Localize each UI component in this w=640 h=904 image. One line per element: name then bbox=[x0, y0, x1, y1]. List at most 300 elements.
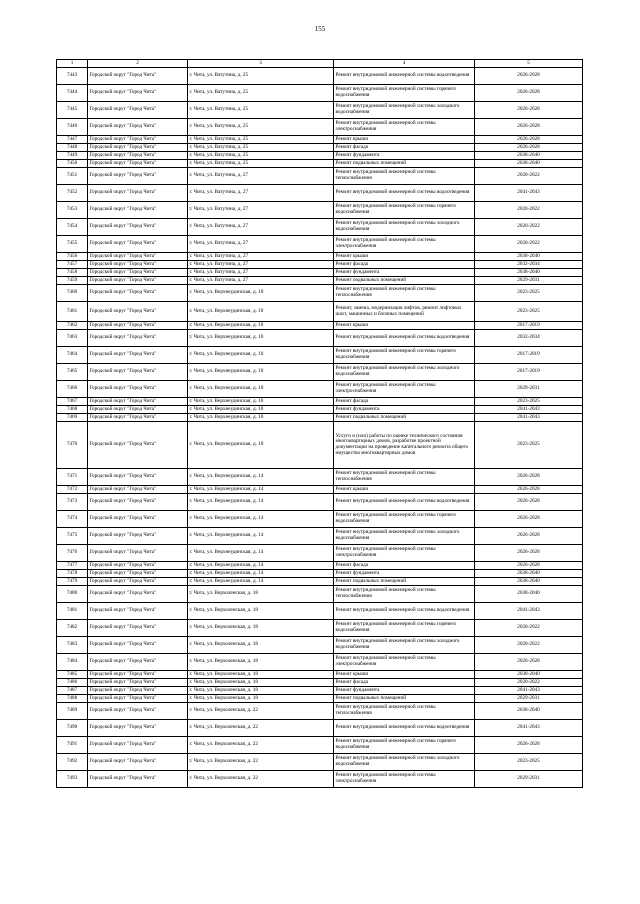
row-number-cell: 7462 bbox=[57, 322, 88, 330]
column-number: 2 bbox=[88, 60, 188, 68]
table-row bbox=[57, 562, 583, 570]
work-type-cell: Ремонт внутридомовой инженерной системы водоотведения bbox=[334, 603, 475, 620]
row-number-cell: 7477 bbox=[57, 562, 88, 570]
address-cell: г. Чита, ул. Верхнеудинская, д. 14 bbox=[188, 578, 334, 586]
address-cell: г. Чита, ул. Верхоленская, д. 18 bbox=[188, 687, 334, 695]
row-number-cell: 7453 bbox=[57, 202, 88, 219]
period-cell: 2020-2022 bbox=[475, 168, 583, 185]
period-cell: 2038-2040 bbox=[475, 578, 583, 586]
row-number-cell: 7488 bbox=[57, 695, 88, 703]
table-row bbox=[57, 570, 583, 578]
period-cell: 2041-2043 bbox=[475, 720, 583, 737]
row-number-cell: 7463 bbox=[57, 330, 88, 347]
address-cell: г. Чита, ул. Ватутина, д. 25 bbox=[188, 68, 334, 85]
table-row bbox=[57, 202, 583, 219]
table-row bbox=[57, 152, 583, 160]
address-cell: г. Чита, ул. Верхнеудинская, д. 10 bbox=[188, 364, 334, 381]
table-row bbox=[57, 381, 583, 398]
row-number-cell: 7460 bbox=[57, 285, 88, 302]
municipality-cell: Городской округ "Город Чита" bbox=[88, 168, 188, 185]
municipality-cell: Городской округ "Город Чита" bbox=[88, 269, 188, 277]
work-type-cell: Ремонт внутридомовой инженерной системы горячего водоснабжения bbox=[334, 202, 475, 219]
row-number-cell: 7445 bbox=[57, 102, 88, 119]
work-type-cell: Ремонт внутридомовой инженерной системы горячего водоснабжения bbox=[334, 620, 475, 637]
table-row bbox=[57, 261, 583, 269]
work-type-cell: Ремонт внутридомовой инженерной системы водоотведения bbox=[334, 494, 475, 511]
period-cell: 2038-2040 bbox=[475, 160, 583, 168]
address-cell: г. Чита, ул. Ватутина, д. 25 bbox=[188, 119, 334, 136]
work-type-cell: Ремонт фасада bbox=[334, 562, 475, 570]
work-type-cell: Ремонт внутридомовой инженерной системы водоотведения bbox=[334, 330, 475, 347]
row-number-cell: 7483 bbox=[57, 637, 88, 654]
table-row bbox=[57, 185, 583, 202]
capital-repair-table bbox=[56, 59, 583, 788]
municipality-cell: Городской округ "Город Чита" bbox=[88, 545, 188, 562]
period-cell: 2026-2028 bbox=[475, 136, 583, 144]
row-number-cell: 7458 bbox=[57, 269, 88, 277]
table-row bbox=[57, 695, 583, 703]
municipality-cell: Городской округ "Город Чита" bbox=[88, 737, 188, 754]
table-row bbox=[57, 654, 583, 671]
municipality-cell: Городской округ "Город Чита" bbox=[88, 494, 188, 511]
address-cell: г. Чита, ул. Ватутина, д. 25 bbox=[188, 136, 334, 144]
table-row bbox=[57, 494, 583, 511]
work-type-cell: Ремонт внутридомовой инженерной системы холодного водоснабжения bbox=[334, 637, 475, 654]
work-type-cell: Ремонт крыши bbox=[334, 253, 475, 261]
row-number-cell: 7446 bbox=[57, 119, 88, 136]
period-cell: 2023-2025 bbox=[475, 302, 583, 322]
row-number-cell: 7482 bbox=[57, 620, 88, 637]
address-cell: г. Чита, ул. Верхоленская, д. 18 bbox=[188, 637, 334, 654]
period-cell: 2026-2028 bbox=[475, 528, 583, 545]
address-cell: г. Чита, ул. Верхоленская, д. 22 bbox=[188, 703, 334, 720]
address-cell: г. Чита, ул. Верхоленская, д. 22 bbox=[188, 720, 334, 737]
table-row bbox=[57, 406, 583, 414]
table-row bbox=[57, 603, 583, 620]
period-cell: 2023-2025 bbox=[475, 285, 583, 302]
row-number-cell: 7461 bbox=[57, 302, 88, 322]
row-number-cell: 7472 bbox=[57, 486, 88, 494]
work-type-cell: Ремонт внутридомовой инженерной системы теплоснабжения bbox=[334, 469, 475, 486]
work-type-cell: Ремонт внутридомовой инженерной системы водоотведения bbox=[334, 185, 475, 202]
address-cell: г. Чита, ул. Верхоленская, д. 22 bbox=[188, 754, 334, 771]
table-row bbox=[57, 469, 583, 486]
municipality-cell: Городской округ "Город Чита" bbox=[88, 236, 188, 253]
table-row bbox=[57, 85, 583, 102]
work-type-cell: Ремонт крыши bbox=[334, 136, 475, 144]
period-cell: 2026-2028 bbox=[475, 85, 583, 102]
work-type-cell: Ремонт внутридомовой инженерной системы холодного водоснабжения bbox=[334, 102, 475, 119]
table-row bbox=[57, 414, 583, 422]
row-number-cell: 7492 bbox=[57, 754, 88, 771]
table-row bbox=[57, 671, 583, 679]
address-cell: г. Чита, ул. Верхнеудинская, д. 10 bbox=[188, 322, 334, 330]
period-cell: 2023-2025 bbox=[475, 422, 583, 469]
work-type-cell: Ремонт подвальных помещений bbox=[334, 277, 475, 285]
row-number-cell: 7447 bbox=[57, 136, 88, 144]
address-cell: г. Чита, ул. Верхнеудинская, д. 14 bbox=[188, 469, 334, 486]
municipality-cell: Городской округ "Город Чита" bbox=[88, 261, 188, 269]
row-number-cell: 7444 bbox=[57, 85, 88, 102]
row-number-cell: 7478 bbox=[57, 570, 88, 578]
row-number-cell: 7464 bbox=[57, 347, 88, 364]
municipality-cell: Городской округ "Город Чита" bbox=[88, 202, 188, 219]
municipality-cell: Городской округ "Город Чита" bbox=[88, 347, 188, 364]
period-cell: 2038-2040 bbox=[475, 570, 583, 578]
municipality-cell: Городской округ "Город Чита" bbox=[88, 85, 188, 102]
municipality-cell: Городской округ "Город Чита" bbox=[88, 330, 188, 347]
row-number-cell: 7466 bbox=[57, 381, 88, 398]
address-cell: г. Чита, ул. Верхнеудинская, д. 10 bbox=[188, 347, 334, 364]
municipality-cell: Городской округ "Город Чита" bbox=[88, 620, 188, 637]
table-row bbox=[57, 398, 583, 406]
municipality-cell: Городской округ "Город Чита" bbox=[88, 102, 188, 119]
address-cell: г. Чита, ул. Верхоленская, д. 18 bbox=[188, 586, 334, 603]
period-cell: 2023-2025 bbox=[475, 754, 583, 771]
table-row bbox=[57, 119, 583, 136]
municipality-cell: Городской округ "Город Чита" bbox=[88, 381, 188, 398]
period-cell: 2026-2028 bbox=[475, 119, 583, 136]
table-row bbox=[57, 545, 583, 562]
column-number: 1 bbox=[57, 60, 88, 68]
work-type-cell: Ремонт внутридомовой инженерной системы горячего водоснабжения bbox=[334, 511, 475, 528]
row-number-cell: 7457 bbox=[57, 261, 88, 269]
period-cell: 2041-2043 bbox=[475, 185, 583, 202]
row-number-cell: 7490 bbox=[57, 720, 88, 737]
row-number-cell: 7479 bbox=[57, 578, 88, 586]
municipality-cell: Городской округ "Город Чита" bbox=[88, 406, 188, 414]
address-cell: г. Чита, ул. Ватутина, д. 27 bbox=[188, 168, 334, 185]
municipality-cell: Городской округ "Город Чита" bbox=[88, 68, 188, 85]
period-cell: 2017-2019 bbox=[475, 322, 583, 330]
row-number-cell: 7454 bbox=[57, 219, 88, 236]
table-row bbox=[57, 219, 583, 236]
period-cell: 2026-2028 bbox=[475, 562, 583, 570]
municipality-cell: Городской округ "Город Чита" bbox=[88, 528, 188, 545]
period-cell: 2020-2022 bbox=[475, 620, 583, 637]
period-cell: 2020-2022 bbox=[475, 679, 583, 687]
address-cell: г. Чита, ул. Ватутина, д. 25 bbox=[188, 144, 334, 152]
period-cell: 2029-2031 bbox=[475, 277, 583, 285]
work-type-cell: Ремонт внутридомовой инженерной системы холодного водоснабжения bbox=[334, 754, 475, 771]
municipality-cell: Городской округ "Город Чита" bbox=[88, 654, 188, 671]
municipality-cell: Городской округ "Город Чита" bbox=[88, 771, 188, 788]
table-row bbox=[57, 68, 583, 85]
address-cell: г. Чита, ул. Ватутина, д. 27 bbox=[188, 236, 334, 253]
address-cell: г. Чита, ул. Верхоленская, д. 18 bbox=[188, 671, 334, 679]
table-row bbox=[57, 144, 583, 152]
municipality-cell: Городской округ "Город Чита" bbox=[88, 562, 188, 570]
work-type-cell: Ремонт фасада bbox=[334, 261, 475, 269]
table-row bbox=[57, 771, 583, 788]
table-row bbox=[57, 703, 583, 720]
address-cell: г. Чита, ул. Верхоленская, д. 18 bbox=[188, 620, 334, 637]
work-type-cell: Ремонт внутридомовой инженерной системы теплоснабжения bbox=[334, 168, 475, 185]
address-cell: г. Чита, ул. Верхнеудинская, д. 10 bbox=[188, 398, 334, 406]
row-number-cell: 7449 bbox=[57, 152, 88, 160]
row-number-cell: 7456 bbox=[57, 253, 88, 261]
row-number-cell: 7484 bbox=[57, 654, 88, 671]
work-type-cell: Ремонт фундамента bbox=[334, 687, 475, 695]
table-row bbox=[57, 754, 583, 771]
work-type-cell: Ремонт внутридомовой инженерной системы электроснабжения bbox=[334, 771, 475, 788]
table-row bbox=[57, 637, 583, 654]
row-number-cell: 7451 bbox=[57, 168, 88, 185]
municipality-cell: Городской округ "Город Чита" bbox=[88, 185, 188, 202]
period-cell: 2017-2019 bbox=[475, 364, 583, 381]
municipality-cell: Городской округ "Город Чита" bbox=[88, 586, 188, 603]
table-row bbox=[57, 160, 583, 168]
address-cell: г. Чита, ул. Верхнеудинская, д. 10 bbox=[188, 285, 334, 302]
table-row bbox=[57, 285, 583, 302]
period-cell: 2020-2022 bbox=[475, 236, 583, 253]
table-row bbox=[57, 330, 583, 347]
period-cell: 2026-2028 bbox=[475, 494, 583, 511]
address-cell: г. Чита, ул. Верхоленская, д. 22 bbox=[188, 771, 334, 788]
period-cell: 2038-2040 bbox=[475, 671, 583, 679]
address-cell: г. Чита, ул. Верхоленская, д. 18 bbox=[188, 679, 334, 687]
period-cell: 2029-2031 bbox=[475, 381, 583, 398]
municipality-cell: Городской округ "Город Чита" bbox=[88, 671, 188, 679]
period-cell: 2041-2043 bbox=[475, 406, 583, 414]
municipality-cell: Городской округ "Город Чита" bbox=[88, 486, 188, 494]
period-cell: 2038-2040 bbox=[475, 152, 583, 160]
work-type-cell: Ремонт внутридомовой инженерной системы горячего водоснабжения bbox=[334, 85, 475, 102]
period-cell: 2026-2028 bbox=[475, 545, 583, 562]
municipality-cell: Городской округ "Город Чита" bbox=[88, 679, 188, 687]
address-cell: г. Чита, ул. Верхнеудинская, д. 14 bbox=[188, 494, 334, 511]
municipality-cell: Городской округ "Город Чита" bbox=[88, 322, 188, 330]
municipality-cell: Городской округ "Город Чита" bbox=[88, 687, 188, 695]
address-cell: г. Чита, ул. Ватутина, д. 27 bbox=[188, 202, 334, 219]
row-number-cell: 7465 bbox=[57, 364, 88, 381]
period-cell: 2038-2040 bbox=[475, 586, 583, 603]
work-type-cell: Ремонт подвальных помещений bbox=[334, 160, 475, 168]
work-type-cell: Ремонт фасада bbox=[334, 144, 475, 152]
table-row bbox=[57, 277, 583, 285]
period-cell: 2038-2040 bbox=[475, 703, 583, 720]
work-type-cell: Ремонт подвальных помещений bbox=[334, 695, 475, 703]
period-cell: 2041-2043 bbox=[475, 414, 583, 422]
period-cell: 2041-2043 bbox=[475, 603, 583, 620]
column-number-row bbox=[57, 60, 583, 68]
municipality-cell: Городской округ "Город Чита" bbox=[88, 398, 188, 406]
row-number-cell: 7471 bbox=[57, 469, 88, 486]
period-cell: 2032-2034 bbox=[475, 261, 583, 269]
work-type-cell: Ремонт внутридомовой инженерной системы холодного водоснабжения bbox=[334, 219, 475, 236]
address-cell: г. Чита, ул. Ватутина, д. 27 bbox=[188, 261, 334, 269]
municipality-cell: Городской округ "Город Чита" bbox=[88, 219, 188, 236]
row-number-cell: 7468 bbox=[57, 406, 88, 414]
work-type-cell: Ремонт внутридомовой инженерной системы водоотведения bbox=[334, 68, 475, 85]
table-row bbox=[57, 253, 583, 261]
municipality-cell: Городской округ "Город Чита" bbox=[88, 603, 188, 620]
row-number-cell: 7475 bbox=[57, 528, 88, 545]
municipality-cell: Городской округ "Город Чита" bbox=[88, 720, 188, 737]
work-type-cell: Ремонт фундамента bbox=[334, 406, 475, 414]
column-number: 5 bbox=[475, 60, 583, 68]
period-cell: 2020-2022 bbox=[475, 637, 583, 654]
work-type-cell: Ремонт фундамента bbox=[334, 152, 475, 160]
address-cell: г. Чита, ул. Верхнеудинская, д. 14 bbox=[188, 511, 334, 528]
row-number-cell: 7489 bbox=[57, 703, 88, 720]
municipality-cell: Городской округ "Город Чита" bbox=[88, 570, 188, 578]
address-cell: г. Чита, ул. Верхнеудинская, д. 10 bbox=[188, 302, 334, 322]
address-cell: г. Чита, ул. Верхоленская, д. 18 bbox=[188, 654, 334, 671]
row-number-cell: 7491 bbox=[57, 737, 88, 754]
address-cell: г. Чита, ул. Верхнеудинская, д. 14 bbox=[188, 570, 334, 578]
table-row bbox=[57, 168, 583, 185]
table-row bbox=[57, 236, 583, 253]
address-cell: г. Чита, ул. Ватутина, д. 27 bbox=[188, 185, 334, 202]
work-type-cell: Ремонт внутридомовой инженерной системы электроснабжения bbox=[334, 236, 475, 253]
period-cell: 2023-2025 bbox=[475, 398, 583, 406]
row-number-cell: 7452 bbox=[57, 185, 88, 202]
row-number-cell: 7474 bbox=[57, 511, 88, 528]
work-type-cell: Ремонт крыши bbox=[334, 322, 475, 330]
municipality-cell: Городской округ "Город Чита" bbox=[88, 253, 188, 261]
work-type-cell: Ремонт внутридомовой инженерной системы горячего водоснабжения bbox=[334, 347, 475, 364]
table-row bbox=[57, 302, 583, 322]
row-number-cell: 7476 bbox=[57, 545, 88, 562]
period-cell: 2026-2028 bbox=[475, 737, 583, 754]
row-number-cell: 7485 bbox=[57, 671, 88, 679]
address-cell: г. Чита, ул. Верхнеудинская, д. 10 bbox=[188, 381, 334, 398]
work-type-cell: Ремонт внутридомовой инженерной системы электроснабжения bbox=[334, 381, 475, 398]
address-cell: г. Чита, ул. Верхнеудинская, д. 14 bbox=[188, 528, 334, 545]
period-cell: 2038-2040 bbox=[475, 269, 583, 277]
period-cell: 2026-2028 bbox=[475, 469, 583, 486]
row-number-cell: 7455 bbox=[57, 236, 88, 253]
row-number-cell: 7470 bbox=[57, 422, 88, 469]
work-type-cell: Ремонт крыши bbox=[334, 671, 475, 679]
row-number-cell: 7480 bbox=[57, 586, 88, 603]
work-type-cell: Услуги и (или) работы по оценке технического состояния многоквартирных домов, разработке проектной документации на проведение капитального ремонта общего имущества многоквартирных домов bbox=[334, 422, 475, 469]
table-row bbox=[57, 511, 583, 528]
address-cell: г. Чита, ул. Верхнеудинская, д. 14 bbox=[188, 486, 334, 494]
municipality-cell: Городской округ "Город Чита" bbox=[88, 364, 188, 381]
municipality-cell: Городской округ "Город Чита" bbox=[88, 703, 188, 720]
municipality-cell: Городской округ "Город Чита" bbox=[88, 511, 188, 528]
table-row bbox=[57, 578, 583, 586]
table-row bbox=[57, 620, 583, 637]
work-type-cell: Ремонт фундамента bbox=[334, 269, 475, 277]
municipality-cell: Городской округ "Город Чита" bbox=[88, 422, 188, 469]
address-cell: г. Чита, ул. Верхнеудинская, д. 10 bbox=[188, 422, 334, 469]
row-number-cell: 7450 bbox=[57, 160, 88, 168]
table-row bbox=[57, 528, 583, 545]
row-number-cell: 7459 bbox=[57, 277, 88, 285]
address-cell: г. Чита, ул. Ватутина, д. 25 bbox=[188, 152, 334, 160]
address-cell: г. Чита, ул. Ватутина, д. 27 bbox=[188, 253, 334, 261]
work-type-cell: Ремонт внутридомовой инженерной системы теплоснабжения bbox=[334, 285, 475, 302]
address-cell: г. Чита, ул. Ватутина, д. 27 bbox=[188, 269, 334, 277]
period-cell: 2026-2028 bbox=[475, 102, 583, 119]
period-cell: 2026-2028 bbox=[475, 654, 583, 671]
page-number: 155 bbox=[314, 25, 326, 33]
address-cell: г. Чита, ул. Верхнеудинская, д. 14 bbox=[188, 562, 334, 570]
work-type-cell: Ремонт внутридомовой инженерной системы теплоснабжения bbox=[334, 703, 475, 720]
period-cell: 2026-2028 bbox=[475, 511, 583, 528]
table-row bbox=[57, 136, 583, 144]
row-number-cell: 7481 bbox=[57, 603, 88, 620]
address-cell: г. Чита, ул. Верхнеудинская, д. 14 bbox=[188, 545, 334, 562]
row-number-cell: 7487 bbox=[57, 687, 88, 695]
municipality-cell: Городской округ "Город Чита" bbox=[88, 302, 188, 322]
address-cell: г. Чита, ул. Ватутина, д. 27 bbox=[188, 277, 334, 285]
table-row bbox=[57, 422, 583, 469]
address-cell: г. Чита, ул. Верхнеудинская, д. 10 bbox=[188, 414, 334, 422]
table-row bbox=[57, 679, 583, 687]
address-cell: г. Чита, ул. Верхнеудинская, д. 10 bbox=[188, 330, 334, 347]
municipality-cell: Городской округ "Город Чита" bbox=[88, 637, 188, 654]
row-number-cell: 7473 bbox=[57, 494, 88, 511]
period-cell: 2026-2028 bbox=[475, 486, 583, 494]
row-number-cell: 7493 bbox=[57, 771, 88, 788]
work-type-cell: Ремонт внутридомовой инженерной системы холодного водоснабжения bbox=[334, 364, 475, 381]
table-row bbox=[57, 364, 583, 381]
table-row bbox=[57, 687, 583, 695]
municipality-cell: Городской округ "Город Чита" bbox=[88, 578, 188, 586]
period-cell: 2026-2028 bbox=[475, 144, 583, 152]
work-type-cell: Ремонт крыши bbox=[334, 486, 475, 494]
period-cell: 2038-2040 bbox=[475, 253, 583, 261]
municipality-cell: Городской округ "Город Чита" bbox=[88, 754, 188, 771]
address-cell: г. Чита, ул. Верхоленская, д. 18 bbox=[188, 603, 334, 620]
work-type-cell: Ремонт подвальных помещений bbox=[334, 578, 475, 586]
period-cell: 2041-2043 bbox=[475, 687, 583, 695]
work-type-cell: Ремонт внутридомовой инженерной системы водоотведения bbox=[334, 720, 475, 737]
municipality-cell: Городской округ "Город Чита" bbox=[88, 469, 188, 486]
work-type-cell: Ремонт внутридомовой инженерной системы теплоснабжения bbox=[334, 586, 475, 603]
row-number-cell: 7443 bbox=[57, 68, 88, 85]
work-type-cell: Ремонт, замена, модернизация лифтов, ремонт лифтовых шахт, машинных и блочных помещений bbox=[334, 302, 475, 322]
municipality-cell: Городской округ "Город Чита" bbox=[88, 152, 188, 160]
address-cell: г. Чита, ул. Верхоленская, д. 18 bbox=[188, 695, 334, 703]
table-row bbox=[57, 102, 583, 119]
table-row bbox=[57, 347, 583, 364]
period-cell: 2020-2022 bbox=[475, 202, 583, 219]
row-number-cell: 7469 bbox=[57, 414, 88, 422]
table-row bbox=[57, 737, 583, 754]
work-type-cell: Ремонт внутридомовой инженерной системы электроснабжения bbox=[334, 119, 475, 136]
municipality-cell: Городской округ "Город Чита" bbox=[88, 277, 188, 285]
table-row bbox=[57, 322, 583, 330]
address-cell: г. Чита, ул. Верхоленская, д. 22 bbox=[188, 737, 334, 754]
address-cell: г. Чита, ул. Ватутина, д. 25 bbox=[188, 85, 334, 102]
municipality-cell: Городской округ "Город Чита" bbox=[88, 144, 188, 152]
municipality-cell: Городской округ "Город Чита" bbox=[88, 136, 188, 144]
column-number: 4 bbox=[334, 60, 475, 68]
address-cell: г. Чита, ул. Верхнеудинская, д. 10 bbox=[188, 406, 334, 414]
municipality-cell: Городской округ "Город Чита" bbox=[88, 285, 188, 302]
row-number-cell: 7448 bbox=[57, 144, 88, 152]
table-row bbox=[57, 486, 583, 494]
table-row bbox=[57, 269, 583, 277]
period-cell: 2029-2031 bbox=[475, 695, 583, 703]
municipality-cell: Городской округ "Город Чита" bbox=[88, 414, 188, 422]
address-cell: г. Чита, ул. Ватутина, д. 27 bbox=[188, 219, 334, 236]
work-type-cell: Ремонт внутридомовой инженерной системы электроснабжения bbox=[334, 545, 475, 562]
table-row bbox=[57, 586, 583, 603]
column-number: 3 bbox=[188, 60, 334, 68]
municipality-cell: Городской округ "Город Чита" bbox=[88, 160, 188, 168]
period-cell: 2029-2031 bbox=[475, 771, 583, 788]
address-cell: г. Чита, ул. Ватутина, д. 25 bbox=[188, 160, 334, 168]
work-type-cell: Ремонт внутридомовой инженерной системы холодного водоснабжения bbox=[334, 528, 475, 545]
work-type-cell: Ремонт внутридомовой инженерной системы электроснабжения bbox=[334, 654, 475, 671]
period-cell: 2032-2034 bbox=[475, 330, 583, 347]
